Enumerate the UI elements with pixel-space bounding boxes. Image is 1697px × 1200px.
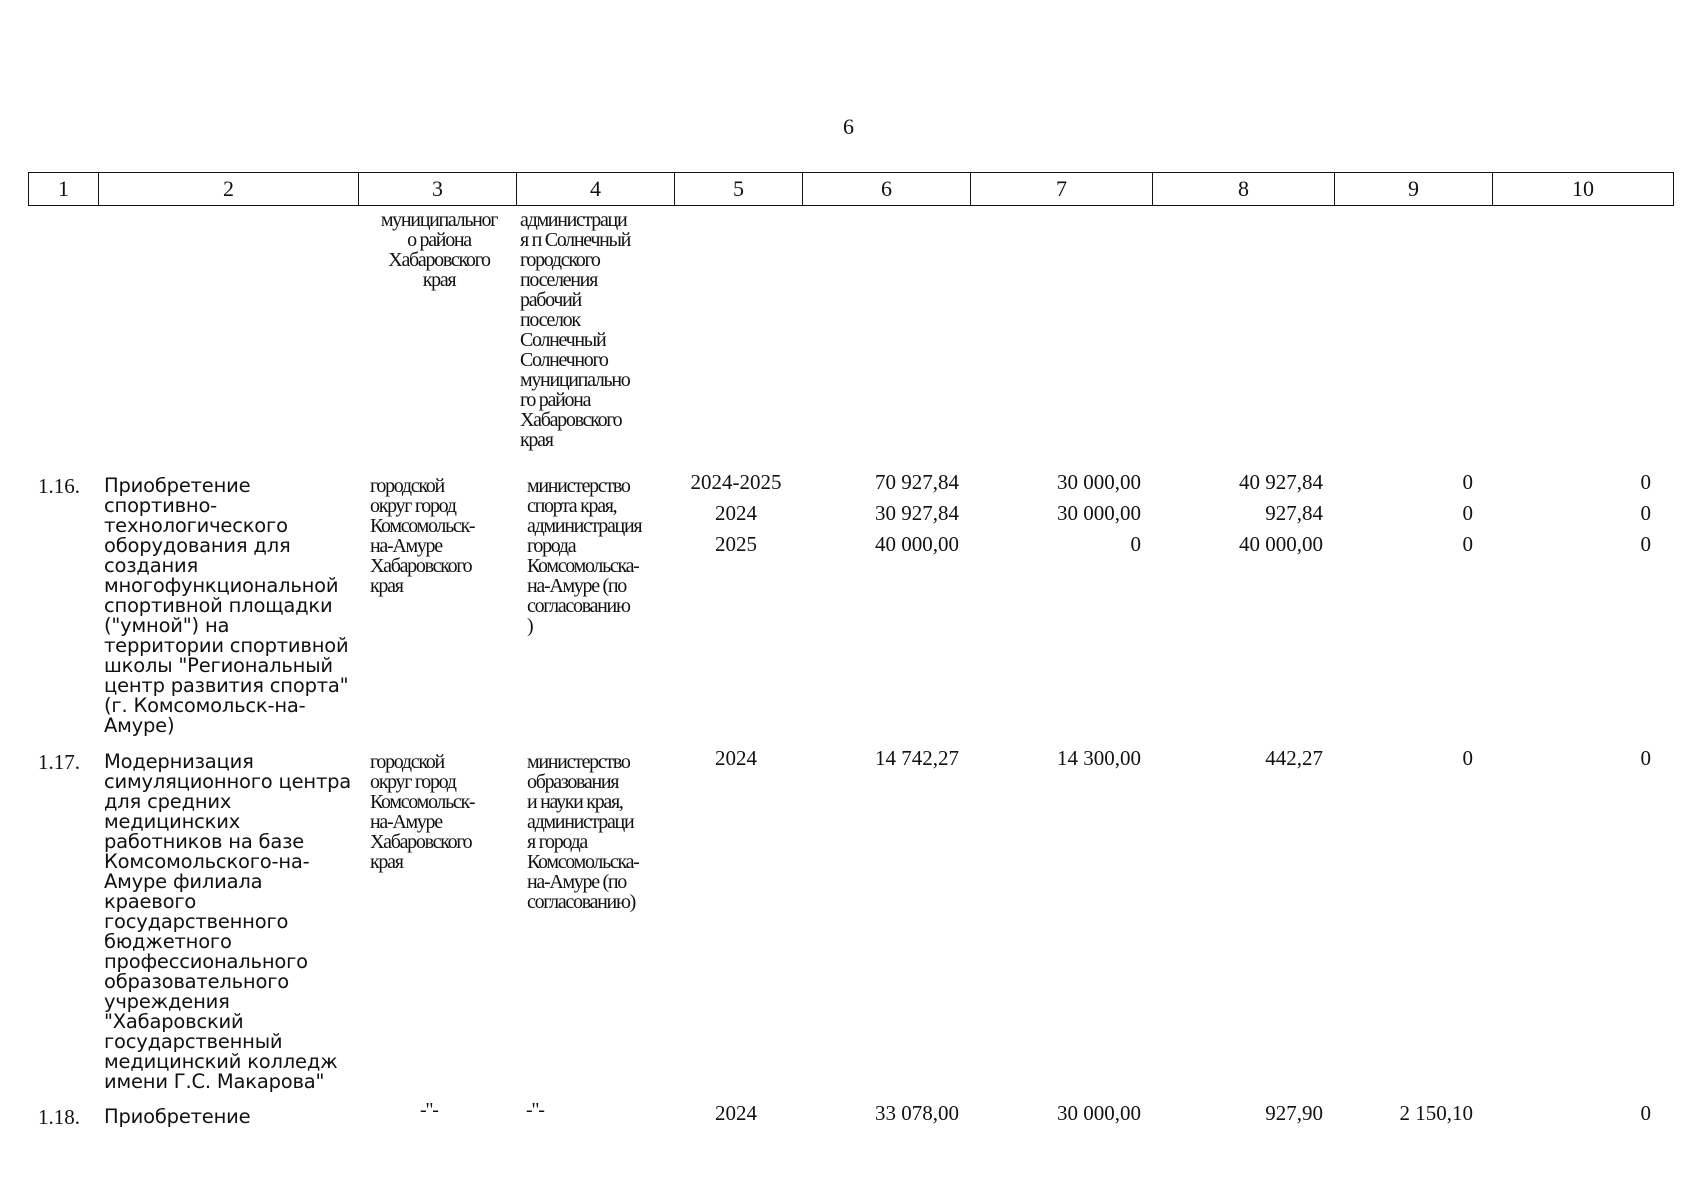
header-col-1: 1 xyxy=(28,173,98,205)
row-1-16-fed-1: 30 000,00 xyxy=(1057,470,1141,494)
row-1-16-other-1: 0 xyxy=(1640,470,1651,494)
row-1-16-year-1: 2024-2025 xyxy=(690,470,782,494)
row-1-16-fed-3: 0 xyxy=(1130,532,1141,556)
row-1-18-other-1: 0 xyxy=(1640,1101,1651,1125)
row-1-16-other-2: 0 xyxy=(1640,501,1651,525)
row-1-16-total-2: 30 927,84 xyxy=(875,501,959,525)
header-col-4: 4 xyxy=(516,173,674,205)
row-1-18-name: Приобретение xyxy=(104,1105,251,1128)
row-1-17-year-1: 2024 xyxy=(715,746,757,770)
row-1-16-name: Приобретение спортивно- технологического оборудования для создания многофункциональной спортивной площадки ("умной") на территории спортивной школы "Региональный центр развития спорта" (г. Комсомольск-на- Амуре) xyxy=(104,474,349,737)
continuation-executor: администраци я п Солнечный городского поселения рабочий поселок Солнечный Солнечного муниципально го района Хабаровского края xyxy=(520,209,631,451)
continuation-territory: муниципальног о района Хабаровского края xyxy=(380,209,498,291)
row-1-18-mun-1: 2 150,10 xyxy=(1399,1101,1473,1125)
row-1-16-reg-1: 40 927,84 xyxy=(1239,470,1323,494)
row-1-16-number: 1.16. xyxy=(38,474,80,498)
row-1-16-mun-3: 0 xyxy=(1462,532,1473,556)
row-1-18-year-1: 2024 xyxy=(715,1101,757,1125)
row-1-17-name: Модернизация симуляционного центра для средних медицинских работников на базе Комсомольского-на- Амуре филиала краевого государственного бюджетного профессионального образовательного учреждения "Хабаровский государственный медицинский колледж имени Г.С. Макарова" xyxy=(104,750,352,1093)
row-1-17-executor: министерство образования и науки края, администраци я города Комсомольска- на-Амуре (по согласованию) xyxy=(527,751,639,913)
row-1-18-territory: -"- xyxy=(420,1099,438,1121)
row-1-16-total-3: 40 000,00 xyxy=(875,532,959,556)
row-1-17-total-1: 14 742,27 xyxy=(875,746,959,770)
row-1-16-year-2: 2024 xyxy=(715,501,757,525)
row-1-17-fed-1: 14 300,00 xyxy=(1057,746,1141,770)
row-1-16-year-3: 2025 xyxy=(715,532,757,556)
header-col-6: 6 xyxy=(802,173,970,205)
row-1-18-executor: -"- xyxy=(526,1099,544,1121)
row-1-17-territory: городской округ город Комсомольск- на-Амуре Хабаровского края xyxy=(370,751,475,873)
row-1-16-mun-1: 0 xyxy=(1462,470,1473,494)
header-col-8: 8 xyxy=(1152,173,1334,205)
row-1-16-executor: министерство спорта края, администрация города Комсомольска- на-Амуре (по согласованию ) xyxy=(527,475,642,637)
row-1-16-total-1: 70 927,84 xyxy=(875,470,959,494)
header-col-10: 10 xyxy=(1492,173,1674,205)
row-1-16-reg-2: 927,84 xyxy=(1265,501,1323,525)
row-1-16-fed-2: 30 000,00 xyxy=(1057,501,1141,525)
header-col-5: 5 xyxy=(674,173,802,205)
page-number: 6 xyxy=(843,114,854,139)
table-header xyxy=(28,172,1674,206)
row-1-16-other-3: 0 xyxy=(1640,532,1651,556)
row-1-18-total-1: 33 078,00 xyxy=(875,1101,959,1125)
row-1-18-number: 1.18. xyxy=(38,1105,80,1129)
header-col-9: 9 xyxy=(1334,173,1492,205)
row-1-17-number: 1.17. xyxy=(38,750,80,774)
row-1-17-other-1: 0 xyxy=(1640,746,1651,770)
row-1-16-territory: городской округ город Комсомольск- на-Амуре Хабаровского края xyxy=(370,475,475,597)
row-1-18-fed-1: 30 000,00 xyxy=(1057,1101,1141,1125)
header-col-2: 2 xyxy=(98,173,358,205)
row-1-17-mun-1: 0 xyxy=(1462,746,1473,770)
header-col-7: 7 xyxy=(970,173,1152,205)
row-1-16-mun-2: 0 xyxy=(1462,501,1473,525)
header-col-3: 3 xyxy=(358,173,516,205)
row-1-17-reg-1: 442,27 xyxy=(1265,746,1323,770)
row-1-16-reg-3: 40 000,00 xyxy=(1239,532,1323,556)
row-1-18-reg-1: 927,90 xyxy=(1265,1101,1323,1125)
